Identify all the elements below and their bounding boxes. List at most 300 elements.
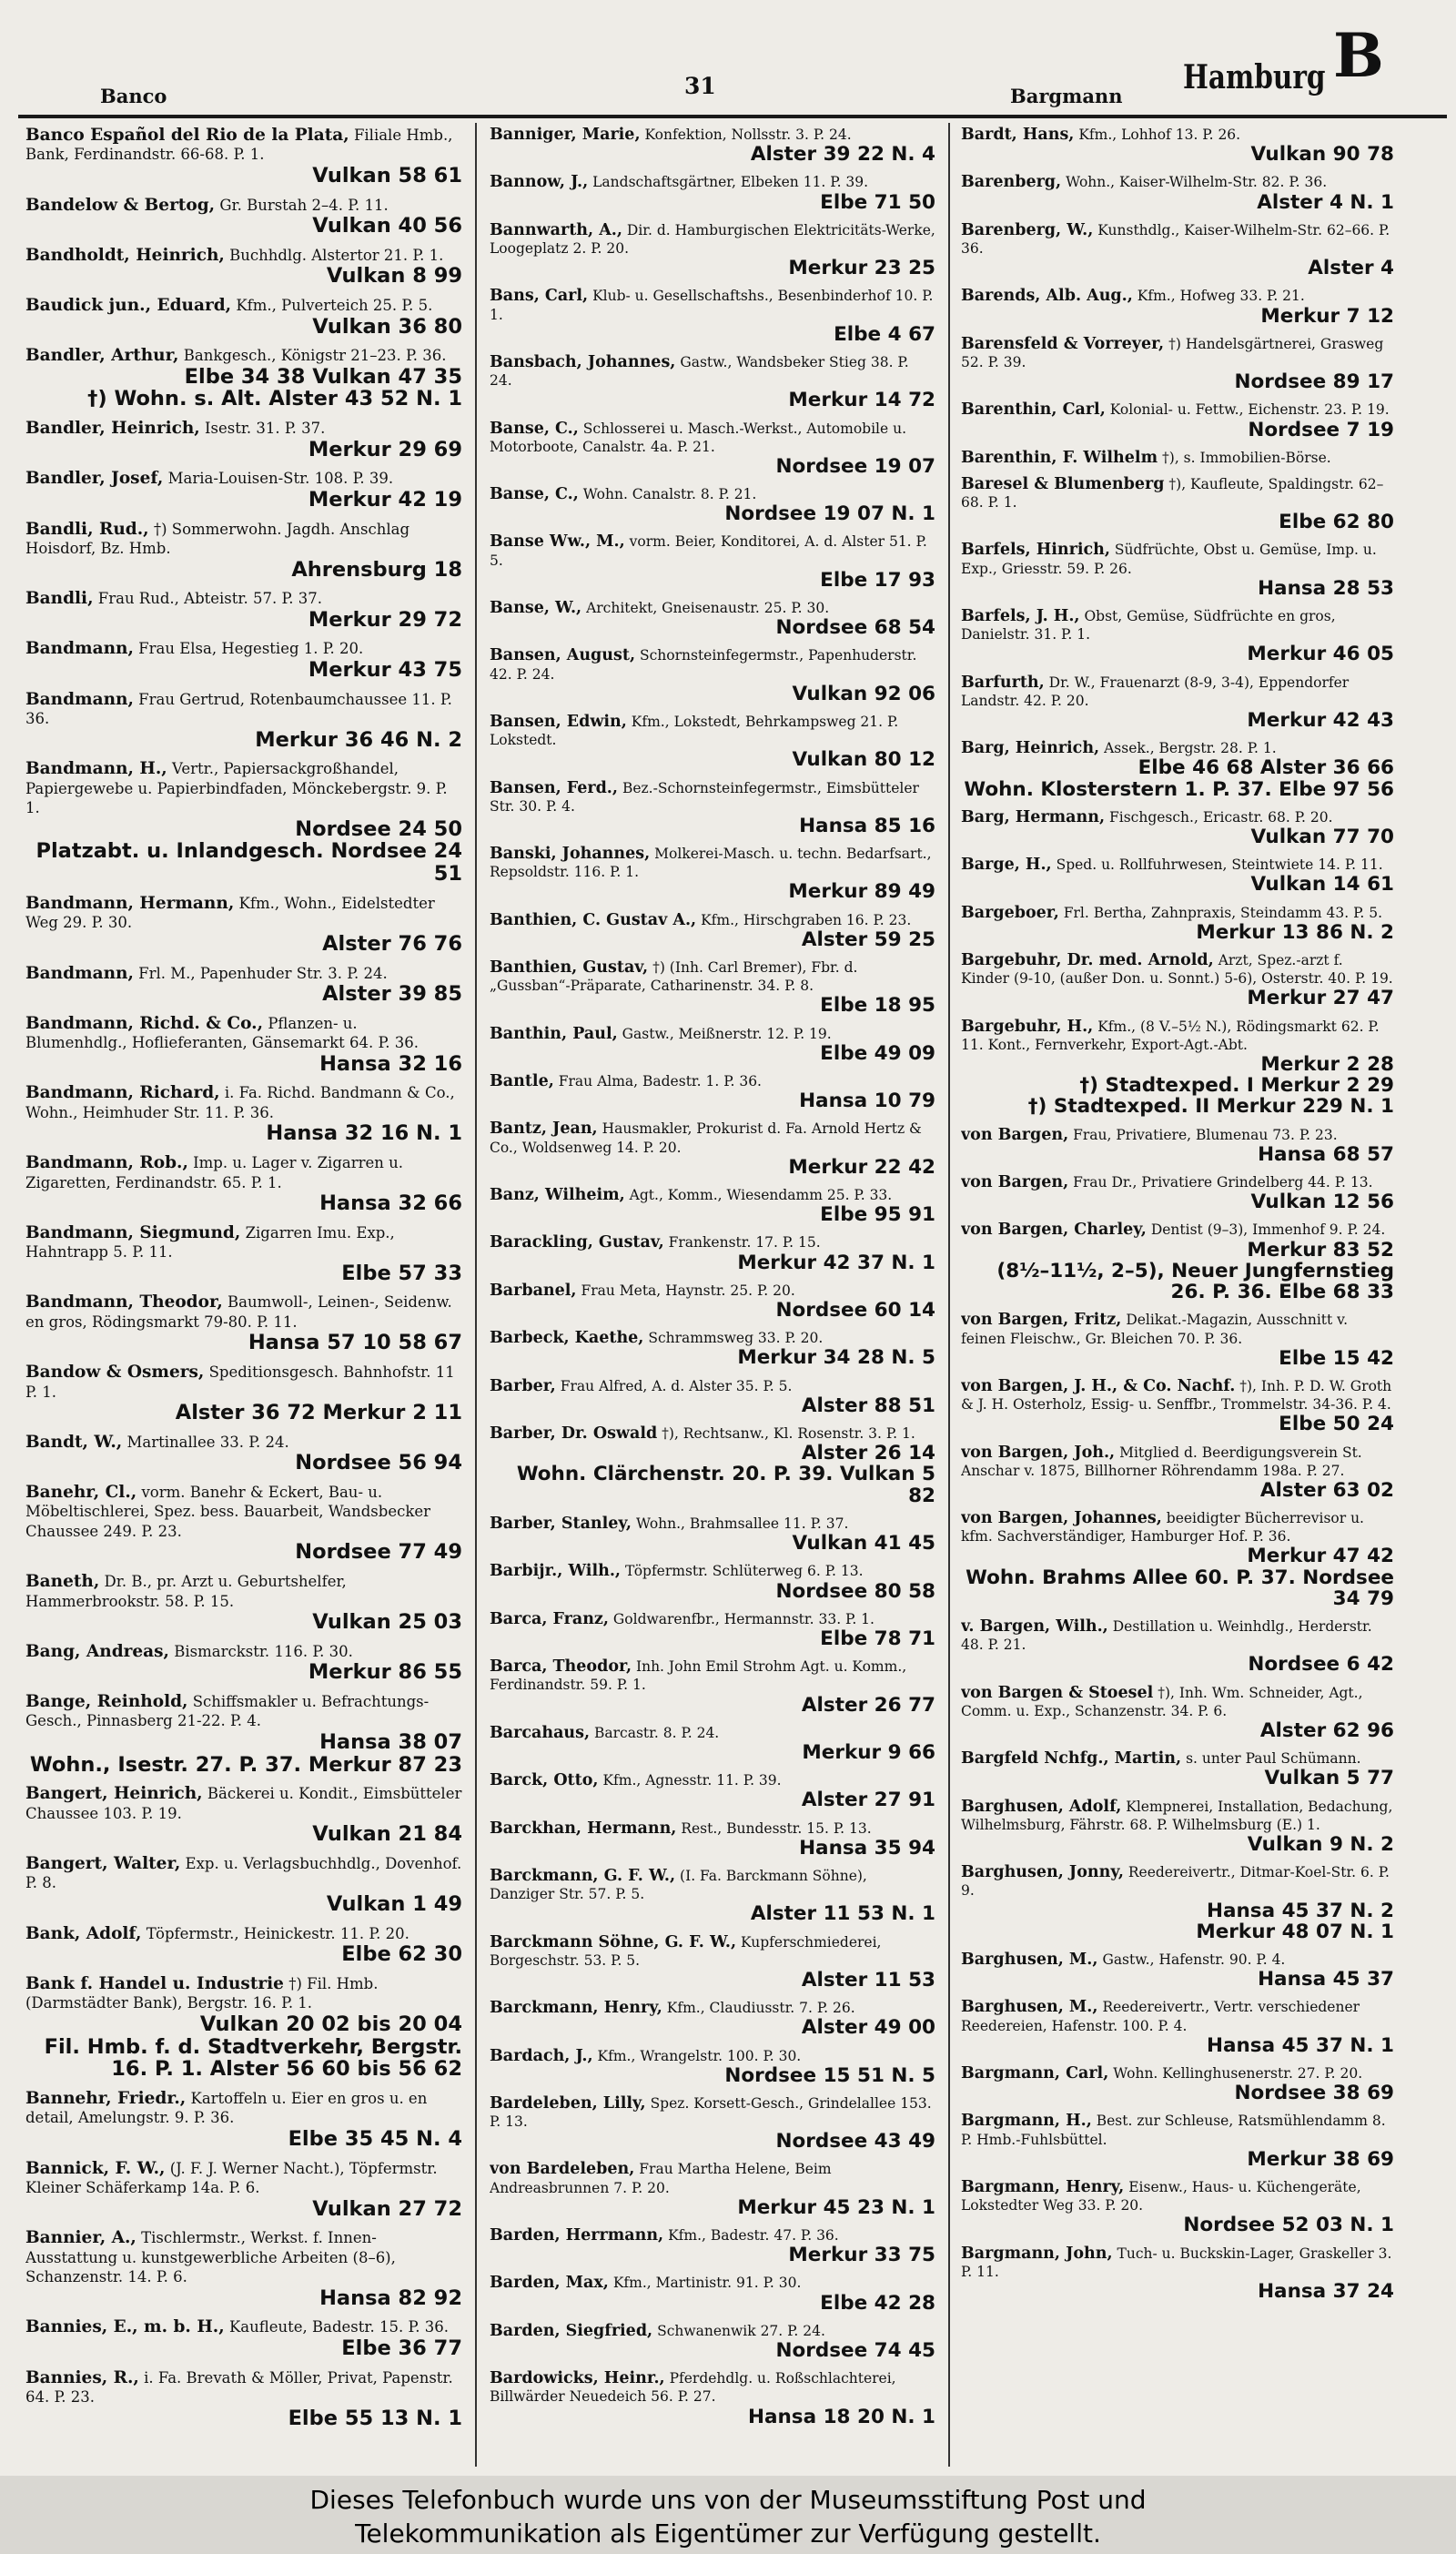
directory-entry — [25, 1784, 462, 1846]
entry-phone: Wohn. Brahms Allee 60. P. 37. Nordsee 34 79 — [966, 1566, 1394, 1610]
entry-name: Barckmann Söhne, G. F. W., — [490, 1932, 737, 1951]
entry-phone: Merkur 86 55 — [308, 1660, 462, 1685]
entry-phone: Elbe 78 71 — [820, 1627, 935, 1650]
directory-entry — [25, 196, 462, 238]
entry-phone: Hansa 45 37 N. 2 — [1206, 1899, 1394, 1922]
entry-phone: Nordsee 6 42 — [1248, 1653, 1394, 1677]
entry-phone: Alster 39 22 N. 4 — [750, 143, 935, 167]
entry-name: Barends, Alb. Aug., — [961, 287, 1133, 306]
entry-phone: Nordsee 74 45 — [775, 2339, 935, 2362]
entry-name: Bandli, — [25, 589, 94, 609]
entry-phone: Merkur 34 28 N. 5 — [737, 1346, 935, 1370]
entry-details: (J. F. J. Werner Nacht.), Töpfermstr. Kleiner Schäferkamp 14a. P. 6. — [25, 2159, 438, 2197]
entry-name: Banse, W., — [490, 599, 582, 618]
directory-entry — [961, 739, 1394, 800]
entry-details: Dir. d. Hamburgischen Elektricitäts-Werke, Loogeplatz 2. P. 20. — [490, 221, 935, 257]
directory-entry — [490, 1933, 935, 1992]
entry-name: Bardeleben, Lilly, — [490, 2093, 646, 2113]
entry-phone: (8½–11½, 2–5), Neuer Jungfernstieg 26. P. 36. Elbe 68 33 — [996, 1259, 1394, 1304]
column-divider — [948, 123, 950, 2467]
directory-entry — [25, 1924, 462, 1966]
entry-phone: Elbe 15 42 — [1279, 1346, 1394, 1370]
entry-details: †), Rechtsanw., Kl. Rosenstr. 3. P. 1. — [662, 1425, 915, 1443]
entry-name: Banse, C., — [490, 485, 579, 504]
entry-phone: Merkur 7 12 — [1260, 304, 1394, 328]
entry-phone: Nordsee 24 50 — [295, 816, 462, 841]
entry-phone: Elbe 62 30 — [341, 1942, 462, 1967]
entry-details: Wohn. Kellinghusenerstr. 27. P. 20. — [1113, 2065, 1363, 2082]
directory-entry — [25, 1483, 462, 1564]
directory-entry — [961, 2064, 1394, 2103]
entry-phone: Nordsee 7 19 — [1248, 418, 1394, 441]
entry-details: Frl. Bertha, Zahnpraxis, Steindamm 43. P. 5. — [1063, 904, 1383, 921]
entry-details: Obst, Gemüse, Südfrüchte en gros, Danielstr. 31. P. 1. — [961, 608, 1336, 644]
directory-entry — [490, 911, 935, 950]
entry-phone: Elbe 17 93 — [820, 568, 935, 592]
entry-phone: Hansa 82 92 — [319, 2285, 462, 2310]
entry-details: Imp. u. Lager v. Zigarren u. Zigaretten, Ferdinandstr. 65. P. 1. — [25, 1154, 404, 1191]
directory-entry — [490, 1867, 935, 1925]
entry-details: Dr. B., pr. Arzt u. Geburtshelfer, Hammerbrookstr. 58. P. 15. — [25, 1573, 347, 1610]
entry-name: Barber, Dr. Oswald — [490, 1424, 658, 1444]
entry-name: Bans, Carl, — [490, 287, 589, 306]
footer-line: Dieses Telefonbuch wurde uns von der Museumsstiftung Post und — [309, 2485, 1147, 2515]
directory-entry — [961, 1684, 1394, 1742]
entry-name: Barckmann, G. F. W., — [490, 1866, 676, 1885]
entry-details: Gastw., Meißnerstr. 12. P. 19. — [622, 1025, 832, 1042]
entry-name: Bandmann, Richard, — [25, 1083, 220, 1103]
directory-entry — [25, 246, 462, 288]
directory-entry — [25, 1974, 462, 2081]
entry-name: Bargmann, H., — [961, 2112, 1092, 2131]
entry-details: Töpfermstr., Heinickestr. 11. P. 20. — [146, 1924, 410, 1942]
entry-name: Barensfeld & Vorreyer, — [961, 334, 1165, 353]
entry-details: i. Fa. Brevath & Möller, Privat, Papenstr. 64. P. 23. — [25, 2368, 453, 2407]
entry-phone: Alster 11 53 — [801, 1968, 935, 1992]
directory-entry — [25, 1363, 462, 1424]
entry-phone: Alster 62 96 — [1259, 1719, 1394, 1742]
directory-entry — [961, 951, 1394, 1009]
entry-details: Frau Alfred, A. d. Alster 35. P. 5. — [560, 1377, 793, 1394]
entry-phone: Hansa 28 53 — [1258, 576, 1394, 600]
entry-name: von Bargen, Charley, — [961, 1221, 1147, 1240]
entry-name: Barber, — [490, 1376, 556, 1395]
entry-details: Frau Dr., Privatiere Grindelberg 44. P. 13. — [1073, 1174, 1373, 1191]
entry-details: Martinallee 33. P. 24. — [126, 1433, 289, 1451]
directory-entry — [490, 1282, 935, 1321]
directory-entry — [961, 1311, 1394, 1369]
directory-entry — [490, 2094, 935, 2153]
directory-entry — [25, 964, 462, 1006]
entry-phone: Hansa 32 16 N. 1 — [266, 1121, 462, 1146]
entry-details: Goldwarenfbr., Hermannstr. 33. P. 1. — [612, 1610, 875, 1627]
entry-phone: Wohn. Klosterstern 1. P. 37. Elbe 97 56 — [964, 777, 1394, 801]
entry-phone: Platzabt. u. Inlandgesch. Nordsee 24 51 — [35, 839, 462, 887]
entry-details: Baumwoll-, Leinen-, Seidenw. en gros, Rödingsmarkt 79-80. P. 11. — [25, 1293, 452, 1331]
entry-details: vorm. Beier, Konditorei, A. d. Alster 51. P. 5. — [490, 533, 927, 569]
directory-entry — [961, 2178, 1394, 2236]
entry-details: Kfm., Wrangelstr. 100. P. 30. — [597, 2047, 802, 2064]
directory-entry — [490, 420, 935, 478]
entry-phone: Nordsee 60 14 — [775, 1299, 935, 1322]
entry-details: Kfm., Hofweg 33. P. 21. — [1137, 288, 1305, 305]
entry-phone: Elbe 42 28 — [820, 2291, 935, 2315]
entry-phone: Merkur 33 75 — [788, 2244, 935, 2267]
entry-phone: Nordsee 43 49 — [775, 2130, 935, 2154]
directory-entry — [490, 958, 935, 1017]
entry-phone: Hansa 85 16 — [799, 814, 935, 837]
entry-details: Landschaftsgärtner, Elbeken 11. P. 39. — [592, 174, 869, 191]
entry-details: Gr. Burstah 2–4. P. 11. — [219, 196, 389, 214]
entry-phone: Merkur 29 72 — [308, 607, 462, 632]
directory-entry — [961, 335, 1394, 393]
entry-details: Bez.-Schornsteinfegermstr., Eimsbütteler Str. 30. P. 4. — [490, 779, 919, 815]
entry-details: †) Fil. Hmb. (Darmstädter Bank), Bergstr. 16. P. 1. — [25, 1974, 379, 2012]
entry-details: Klempnerei, Installation, Bedachung, Wilhelmsburg, Fährstr. 68. P. Wilhelmsburg (E.) 1. — [961, 1798, 1393, 1833]
entry-details: Reedereivertr., Vertr. verschiedener Reedereien, Hafenstr. 100. P. 4. — [961, 1999, 1360, 2034]
entry-details: Konfektion, Nollsstr. 3. P. 24. — [644, 127, 852, 143]
entry-phone: Elbe 62 80 — [1279, 511, 1394, 534]
entry-details: Pferdehdlg. u. Roßschlachterei, Billwärder Neuedeich 56. P. 27. — [490, 2370, 896, 2406]
entry-details: Mitglied d. Beerdigungsverein St. Anschar v. 1875, Billhorner Röhrendamm 198a. P. 27. — [961, 1444, 1362, 1479]
entry-details: Kfm., Agnesstr. 11. P. 39. — [602, 1772, 782, 1789]
entry-name: v. Bargen, Wilh., — [961, 1617, 1108, 1637]
entry-phone: Merkur 48 07 N. 1 — [1196, 1920, 1394, 1943]
directory-entry — [490, 1072, 935, 1111]
entry-details: Kfm., Lohhof 13. P. 26. — [1078, 127, 1241, 143]
entry-phone: Nordsee 52 03 N. 1 — [1183, 2214, 1394, 2237]
entry-name: Barghusen, M., — [961, 1998, 1098, 2017]
entry-name: Bannier, A., — [25, 2228, 136, 2248]
entry-phone: Alster 76 76 — [322, 931, 462, 956]
entry-phone: Vulkan 77 70 — [1250, 825, 1394, 848]
entry-name: Baneth, — [25, 1572, 100, 1592]
directory-entry — [25, 296, 462, 338]
entry-name: Bandmann, Theodor, — [25, 1292, 223, 1312]
directory-entry — [490, 173, 935, 212]
entry-phone: Alster 27 91 — [801, 1789, 935, 1812]
entry-name: Barcahaus, — [490, 1723, 591, 1742]
entry-phone: Merkur 46 05 — [1247, 643, 1394, 666]
entry-phone: Elbe 57 33 — [341, 1261, 462, 1285]
entry-name: von Bargen, — [961, 1125, 1069, 1144]
entry-name: Barghusen, M., — [961, 1951, 1098, 1970]
entry-phone: Nordsee 80 58 — [775, 1579, 935, 1603]
entry-phone: Alster 36 72 Merkur 2 11 — [175, 1401, 462, 1424]
directory-entry — [25, 2228, 462, 2309]
directory-entry — [961, 475, 1394, 533]
entry-details: Pflanzen- u. Blumenhdlg., Hoflieferanten, Gänsemarkt 64. P. 36. — [25, 1014, 420, 1052]
footer-banner — [0, 2476, 1456, 2554]
entry-phone: Hansa 37 24 — [1258, 2279, 1394, 2303]
entry-phone: Merkur 42 43 — [1247, 708, 1394, 732]
entry-details: Frau Gertrud, Rotenbaumchaussee 11. P. 36. — [25, 690, 452, 728]
directory-column — [25, 126, 462, 2469]
entry-name: Bandler, Arthur, — [25, 346, 179, 366]
directory-entry — [25, 2089, 462, 2151]
directory-entry — [490, 1329, 935, 1368]
entry-details: Kfm., Pulverteich 25. P. 5. — [236, 297, 433, 315]
directory-entry — [961, 2112, 1394, 2170]
entry-name: Bannehr, Friedr., — [25, 2089, 187, 2108]
entry-details: Zigarren Imu. Exp., Hahntrapp 5. P. 11. — [25, 1223, 395, 1262]
entry-name: Bangert, Walter, — [25, 1853, 181, 1873]
entry-details: Frau Alma, Badestr. 1. P. 36. — [558, 1073, 762, 1090]
directory-entry — [961, 1377, 1394, 1435]
directory-entry — [490, 1025, 935, 1064]
header-first-entry: Banco — [100, 85, 167, 107]
entry-phone: Merkur 38 69 — [1247, 2147, 1394, 2171]
entry-phone: Hansa 32 16 — [319, 1051, 462, 1076]
entry-name: Barck, Otto, — [490, 1771, 599, 1790]
entry-details: Kaufleute, Badestr. 15. P. 36. — [228, 2318, 449, 2336]
entry-details: Hausmakler, Prokurist d. Fa. Arnold Hertz & Co., Woldsenweg 14. P. 20. — [490, 1120, 922, 1156]
entry-phone: Merkur 42 19 — [308, 487, 462, 512]
entry-phone: Vulkan 20 02 bis 20 04 — [199, 2012, 462, 2036]
entry-name: Bandow & Osmers, — [25, 1363, 205, 1383]
entry-name: Banthin, Paul, — [490, 1024, 618, 1043]
directory-entry — [490, 485, 935, 524]
entry-name: Bandli, Rud., — [25, 519, 149, 539]
directory-entry — [25, 1153, 462, 1215]
entry-name: Bandmann, Rob., — [25, 1153, 188, 1173]
entry-phone: Vulkan 40 56 — [312, 214, 462, 238]
entry-name: Bandler, Josef, — [25, 469, 164, 489]
entry-details: †) Handelsgärtnerei, Grasweg 52. P. 39. — [961, 335, 1384, 370]
entry-details: †), Inh. P. D. W. Groth & J. H. Osterholz, Essig- u. Senffbr., Trommelstr. 34-36. P. 4. — [961, 1377, 1392, 1414]
entry-name: von Bargen, Joh., — [961, 1443, 1116, 1462]
entry-name: Bandmann, — [25, 689, 134, 709]
entry-phone: Vulkan 90 78 — [1250, 143, 1394, 167]
directory-entry — [961, 1018, 1394, 1118]
entry-name: Baresel & Blumenberg — [961, 474, 1165, 493]
entry-phone: Nordsee 19 07 N. 1 — [724, 502, 935, 526]
entry-phone: Nordsee 77 49 — [295, 1540, 462, 1565]
entry-details: Delikat.-Magazin, Ausschnitt v. feinen Fleischw., Gr. Bleichen 70. P. 36. — [961, 1312, 1349, 1347]
entry-name: von Bardeleben, — [490, 2160, 635, 2179]
entry-details: (I. Fa. Barckmann Söhne), Danziger Str. 57. P. 5. — [490, 1867, 867, 1903]
directory-entry — [25, 690, 462, 752]
entry-phone: Merkur 45 23 N. 1 — [737, 2195, 935, 2219]
entry-details: Schornsteinfegermstr., Papenhuderstr. 42. P. 24. — [490, 647, 917, 683]
footer-line: Telekommunikation als Eigentümer zur Verfügung gestellt. — [355, 2519, 1101, 2549]
entry-phone: Elbe 71 50 — [820, 190, 935, 214]
entry-name: Banehr, Cl., — [25, 1482, 137, 1502]
entry-phone: Nordsee 15 51 N. 5 — [724, 2063, 935, 2087]
entry-name: Bandmann, H., — [25, 759, 167, 779]
entry-details: Tischlermstr., Werkst. f. Innen-Ausstattung u. kunstgewerbliche Arbeiten (8–6), Schanzenstr. 14. P. 6. — [25, 2229, 396, 2286]
directory-entry — [490, 1515, 935, 1554]
entry-details: Wohn. Canalstr. 8. P. 21. — [582, 486, 757, 503]
entry-phone: Merkur 47 42 — [1247, 1545, 1394, 1568]
entry-phone: Elbe 46 68 Alster 36 66 — [1138, 756, 1394, 780]
entry-phone: Vulkan 92 06 — [792, 682, 935, 705]
entry-phone: Elbe 49 09 — [820, 1041, 935, 1065]
entry-details: Gastw., Wandsbeker Stieg 38. P. 24. — [490, 353, 909, 390]
entry-phone: Merkur 43 75 — [308, 657, 462, 682]
entry-name: Bandmann, — [25, 963, 134, 983]
directory-entry — [490, 845, 935, 903]
entry-details: Schlosserei u. Masch.-Werkst., Automobile u. Motorboote, Canalstr. 4a. P. 21. — [490, 420, 907, 455]
entry-phone: Elbe 35 45 N. 4 — [288, 2126, 462, 2151]
directory-entry — [490, 287, 935, 345]
entry-name: Barbijr., Wilh., — [490, 1562, 622, 1581]
entry-name: Barg, Heinrich, — [961, 739, 1100, 758]
directory-entry — [25, 1014, 462, 1076]
directory-entry — [961, 856, 1394, 895]
entry-phone: Ahrensburg 18 — [291, 557, 462, 582]
directory-entry — [961, 541, 1394, 599]
directory-entry — [490, 779, 935, 837]
directory-entry — [25, 1223, 462, 1285]
entry-name: Bansen, August, — [490, 646, 636, 665]
entry-phone: Alster 59 25 — [801, 927, 935, 951]
entry-name: Bargmann, John, — [961, 2244, 1113, 2263]
entry-details: Klub- u. Gesellschaftshs., Besenbinderhof 10. P. 1. — [490, 288, 934, 323]
directory-entry — [25, 589, 462, 631]
entry-name: Bargmann, Henry, — [961, 2177, 1125, 2196]
directory-entry — [490, 532, 935, 591]
entry-name: Banthien, C. Gustav A., — [490, 910, 697, 929]
entry-name: Barfels, J. H., — [961, 607, 1080, 626]
entry-name: Barenberg, W., — [961, 220, 1094, 239]
entry-phone: Alster 63 02 — [1259, 1478, 1394, 1502]
entry-name: Banz, Wilheim, — [490, 1186, 625, 1205]
entry-name: Barbanel, — [490, 1281, 577, 1300]
directory-entry — [25, 639, 462, 681]
directory-entry — [961, 1444, 1394, 1502]
entry-name: Barg, Hermann, — [961, 807, 1106, 826]
entry-details: Frau Martha Helene, Beim Andreasbrunnen 7. P. 20. — [490, 2161, 832, 2196]
entry-name: Bargfeld Nchfg., Martin, — [961, 1749, 1182, 1769]
entry-details: i. Fa. Richd. Bandmann & Co., Wohn., Heimhuder Str. 11. P. 36. — [25, 1084, 455, 1121]
entry-phone: Hansa 10 79 — [799, 1090, 935, 1113]
entry-phone: Nordsee 89 17 — [1234, 370, 1394, 394]
entry-phone: Vulkan 27 72 — [312, 2196, 462, 2221]
entry-name: Banse Ww., M., — [490, 532, 625, 552]
directory-entry — [25, 2159, 462, 2221]
entry-name: Barckmann, Henry, — [490, 1999, 662, 2018]
entry-name: Barenberg, — [961, 173, 1062, 192]
entry-phone: †) Wohn. s. Alt. Alster 43 52 N. 1 — [87, 387, 462, 411]
entry-phone: Alster 4 — [1308, 257, 1394, 280]
entry-name: Barfurth, — [961, 673, 1045, 692]
entry-details: Molkerei-Masch. u. techn. Bedarfsart., Repsoldstr. 116. P. 1. — [490, 846, 932, 881]
entry-name: von Bargen, Fritz, — [961, 1311, 1122, 1330]
entry-phone: Elbe 34 38 Vulkan 47 35 — [184, 364, 462, 389]
directory-entry — [961, 1221, 1394, 1302]
entry-details: Bismarckstr. 116. P. 30. — [174, 1642, 353, 1660]
entry-phone: Vulkan 41 45 — [792, 1532, 935, 1556]
entry-phone: Nordsee 19 07 — [775, 454, 935, 478]
entry-phone: Alster 39 85 — [322, 982, 462, 1007]
entry-details: Inh. John Emil Strohm Agt. u. Komm., Ferdinandstr. 59. P. 1. — [490, 1658, 907, 1694]
directory-entry — [490, 1233, 935, 1272]
entry-phone: Vulkan 9 N. 2 — [1247, 1832, 1394, 1856]
entry-phone: Elbe 4 67 — [834, 322, 935, 346]
entry-details: Dr. W., Frauenarzt (8-9, 3-4), Eppendorfer Landstr. 42. P. 20. — [961, 674, 1350, 709]
entry-phone: Vulkan 25 03 — [312, 1609, 462, 1634]
entry-details: Schwanenwik 27. P. 24. — [657, 2322, 825, 2339]
entry-name: Bargmann, Carl, — [961, 2064, 1109, 2083]
directory-entry — [961, 221, 1394, 279]
directory-entry — [490, 1771, 935, 1810]
directory-entry — [25, 759, 462, 886]
directory-column — [961, 126, 1394, 2469]
directory-entry — [490, 126, 935, 165]
entry-name: Bantle, — [490, 1072, 554, 1091]
entry-details: Spez. Korsett-Gesch., Grindelallee 153. P. 13. — [490, 2094, 932, 2131]
entry-phone: Merkur 89 49 — [788, 880, 935, 904]
header-city: Hamburg — [1183, 58, 1326, 96]
entry-name: Barca, Franz, — [490, 1609, 609, 1628]
directory-entry — [25, 1572, 462, 1634]
directory-entry — [25, 894, 462, 956]
entry-details: Dentist (9–3), Immenhof 9. P. 24. — [1150, 1221, 1386, 1239]
entry-details: Frankenstr. 17. P. 15. — [668, 1234, 821, 1252]
directory-entry — [961, 173, 1394, 212]
entry-details: †) Sommerwohn. Jagdh. Anschlag Hoisdorf, Bz. Hmb. — [25, 520, 410, 558]
directory-entry — [25, 1692, 462, 1776]
directory-entry — [961, 1998, 1394, 2056]
directory-entry — [490, 1999, 935, 2038]
entry-phone: Elbe 50 24 — [1279, 1413, 1394, 1436]
entry-details: Buchhdlg. Alstertor 21. P. 1. — [229, 246, 444, 264]
entry-name: Bardach, J., — [490, 2046, 593, 2065]
entry-name: Banski, Johannes, — [490, 845, 651, 864]
entry-details: Speditionsgesch. Bahnhofstr. 11 P. 1. — [25, 1363, 455, 1401]
entry-details: Fischgesch., Ericastr. 68. P. 20. — [1109, 808, 1333, 826]
entry-name: Banniger, Marie, — [490, 126, 641, 144]
entry-name: Bardt, Hans, — [961, 126, 1075, 144]
entry-details: Schiffsmakler u. Befrachtungs-Gesch., Pinnasberg 21-22. P. 4. — [25, 1692, 430, 1730]
entry-name: Barghusen, Jonny, — [961, 1863, 1124, 1882]
entry-phone: Hansa 35 94 — [799, 1836, 935, 1860]
entry-name: Barca, Theodor, — [490, 1657, 632, 1677]
entry-details: Wohn., Kaiser-Wilhelm-Str. 82. P. 36. — [1066, 174, 1328, 191]
entry-name: Banco Español del Rio de la Plata, — [25, 126, 349, 145]
entry-name: Bargeboer, — [961, 903, 1059, 922]
entry-details: Gastw., Hafenstr. 90. P. 4. — [1102, 1951, 1286, 1969]
directory-entry — [490, 2047, 935, 2086]
directory-entry — [25, 469, 462, 511]
entry-details: Südfrüchte, Obst u. Gemüse, Imp. u. Exp., Griesstr. 59. P. 26. — [961, 542, 1377, 577]
entry-phone: Nordsee 68 54 — [775, 616, 935, 640]
entry-details: †) (Inh. Carl Bremer), Fbr. d. „Gussban“-Präparate, Catharinenstr. 34. P. 8. — [490, 959, 858, 995]
entry-phone: Merkur 22 42 — [788, 1155, 935, 1179]
entry-phone: Elbe 55 13 N. 1 — [288, 2406, 462, 2430]
directory-entry — [490, 1562, 935, 1601]
entry-name: Bandmann, Hermann, — [25, 893, 235, 913]
entry-phone: Merkur 13 86 N. 2 — [1196, 920, 1394, 944]
entry-details: Kolonial- u. Fettw., Eichenstr. 23. P. 19. — [1109, 401, 1390, 419]
entry-name: Barber, Stanley, — [490, 1514, 632, 1533]
entry-details: Reedereivertr., Ditmar-Koel-Str. 6. P. 9. — [961, 1864, 1390, 1900]
entry-phone: Hansa 57 10 58 67 — [248, 1331, 462, 1355]
entry-name: Barfels, Hinrich, — [961, 541, 1110, 560]
entry-phone: Hansa 18 20 N. 1 — [747, 2405, 935, 2428]
directory-column — [490, 126, 935, 2469]
entry-phone: Hansa 32 66 — [319, 1191, 462, 1216]
entry-name: Bardowicks, Heinr., — [490, 2369, 665, 2388]
entry-phone: Alster 49 00 — [801, 2016, 935, 2040]
entry-name: Bannwarth, A., — [490, 220, 622, 239]
entry-details: Exp. u. Verlagsbuchhdlg., Dovenhof. P. 8. — [25, 1854, 462, 1892]
entry-details: Schrammsweg 33. P. 20. — [648, 1330, 824, 1347]
entry-phone: Fil. Hmb. f. d. Stadtverkehr, Bergstr. 16. P. 1. Alster 56 60 bis 56 62 — [44, 2034, 462, 2082]
directory-entry — [490, 1120, 935, 1178]
entry-phone: Merkur 2 28 — [1260, 1052, 1394, 1076]
